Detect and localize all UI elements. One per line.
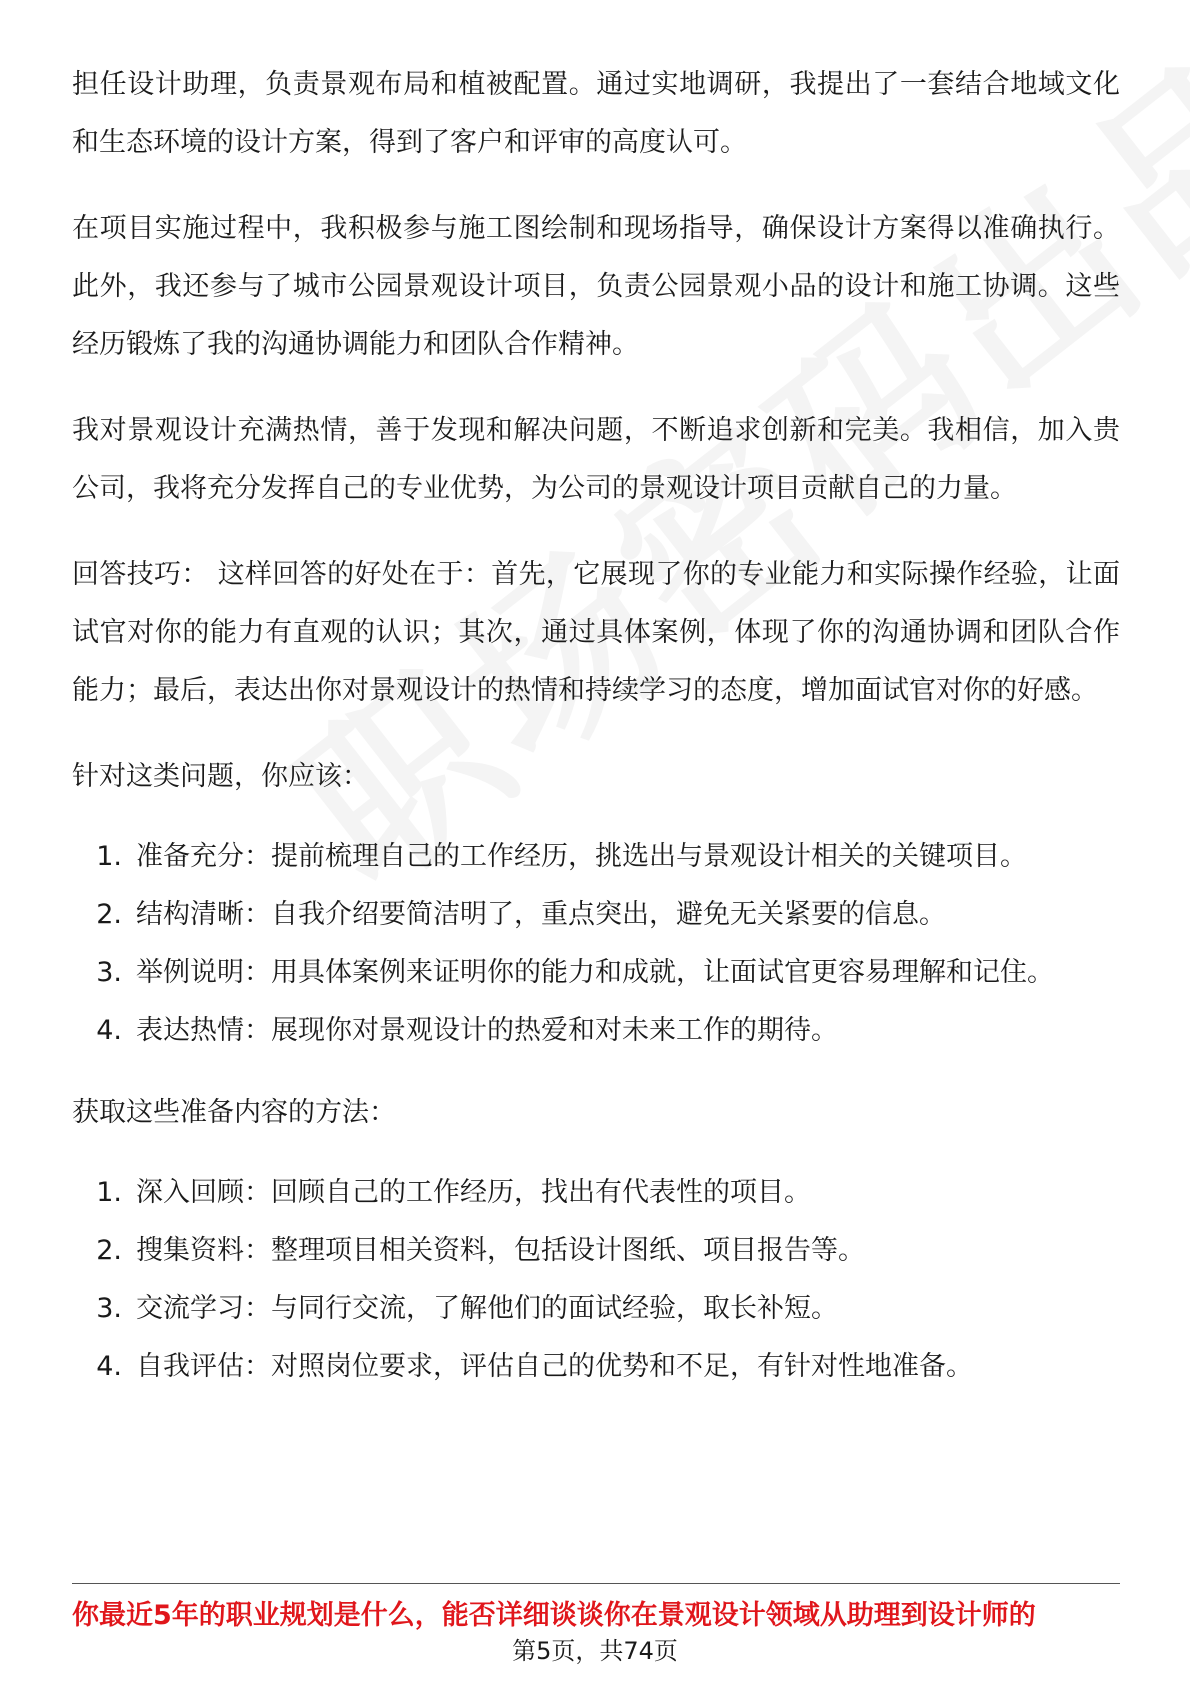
paragraph-design-assistant: 担任设计助理，负责景观布局和植被配置。通过实地调研，我提出了一套结合地域文化和生态环境的设计方案，得到了客户和评审的高度认可。 bbox=[72, 69, 1120, 158]
paragraph-passion: 我对景观设计充满热情，善于发现和解决问题，不断追求创新和完美。我相信，加入贵公司，我将充分发挥自己的专业优势，为公司的景观设计项目贡献自己的力量。 bbox=[72, 415, 1120, 504]
list-item-number: 3. bbox=[96, 1293, 122, 1324]
list-item-text: 交流学习：与同行交流，了解他们的面试经验，取长补短。 bbox=[136, 1293, 838, 1324]
list-item-number: 2. bbox=[96, 899, 122, 930]
list-item bbox=[72, 1222, 1120, 1280]
list-item-number: 1. bbox=[96, 1177, 122, 1208]
paragraph-answer-tips: 回答技巧： 这样回答的好处在于：首先，它展现了你的专业能力和实际操作经验，让面试官对你的能力有直观的认识；其次，通过具体案例，体现了你的沟通协调和团队合作能力；最后，表达出你对景观设计的热情和持续学习的态度，增加面试官对你的好感。 bbox=[72, 559, 1120, 706]
footer-divider bbox=[72, 1583, 1120, 1584]
list-item-number: 3. bbox=[96, 957, 122, 988]
section-label-how-to-answer: 针对这类问题，你应该： bbox=[72, 761, 369, 792]
list-item-number: 4. bbox=[96, 1351, 122, 1382]
list-item bbox=[72, 1338, 1120, 1396]
list-how-to-answer bbox=[72, 828, 1120, 1060]
list-item-text: 准备充分：提前梳理自己的工作经历，挑选出与景观设计相关的关键项目。 bbox=[136, 841, 1027, 872]
page-content bbox=[72, 56, 1120, 1420]
list-item-number: 1. bbox=[96, 841, 122, 872]
list-item bbox=[72, 886, 1120, 944]
list-item bbox=[72, 1002, 1120, 1060]
list-item bbox=[72, 944, 1120, 1002]
list-item-text: 举例说明：用具体案例来证明你的能力和成就，让面试官更容易理解和记住。 bbox=[136, 957, 1054, 988]
list-item bbox=[72, 1164, 1120, 1222]
list-item-number: 2. bbox=[96, 1235, 122, 1266]
section-label-preparation-methods: 获取这些准备内容的方法： bbox=[72, 1097, 396, 1128]
next-question-heading: 你最近5年的职业规划是什么，能否详细谈谈你在景观设计领域从助理到设计师的 bbox=[72, 1600, 1036, 1631]
list-preparation-methods bbox=[72, 1164, 1120, 1396]
list-item bbox=[72, 1280, 1120, 1338]
list-item-text: 结构清晰：自我介绍要简洁明了，重点突出，避免无关紧要的信息。 bbox=[136, 899, 946, 930]
list-item bbox=[72, 828, 1120, 886]
list-item-text: 自我评估：对照岗位要求，评估自己的优势和不足，有针对性地准备。 bbox=[136, 1351, 973, 1382]
list-item-text: 表达热情：展现你对景观设计的热爱和对未来工作的期待。 bbox=[136, 1015, 838, 1046]
paragraph-project-implementation: 在项目实施过程中，我积极参与施工图绘制和现场指导，确保设计方案得以准确执行。此外，我还参与了城市公园景观设计项目，负责公园景观小品的设计和施工协调。这些经历锻炼了我的沟通协调能力和团队合作精神。 bbox=[72, 213, 1120, 360]
list-item-text: 搜集资料：整理项目相关资料，包括设计图纸、项目报告等。 bbox=[136, 1235, 865, 1266]
list-item-text: 深入回顾：回顾自己的工作经历，找出有代表性的项目。 bbox=[136, 1177, 811, 1208]
list-item-number: 4. bbox=[96, 1015, 122, 1046]
page-number: 第5页，共74页 bbox=[512, 1637, 678, 1665]
